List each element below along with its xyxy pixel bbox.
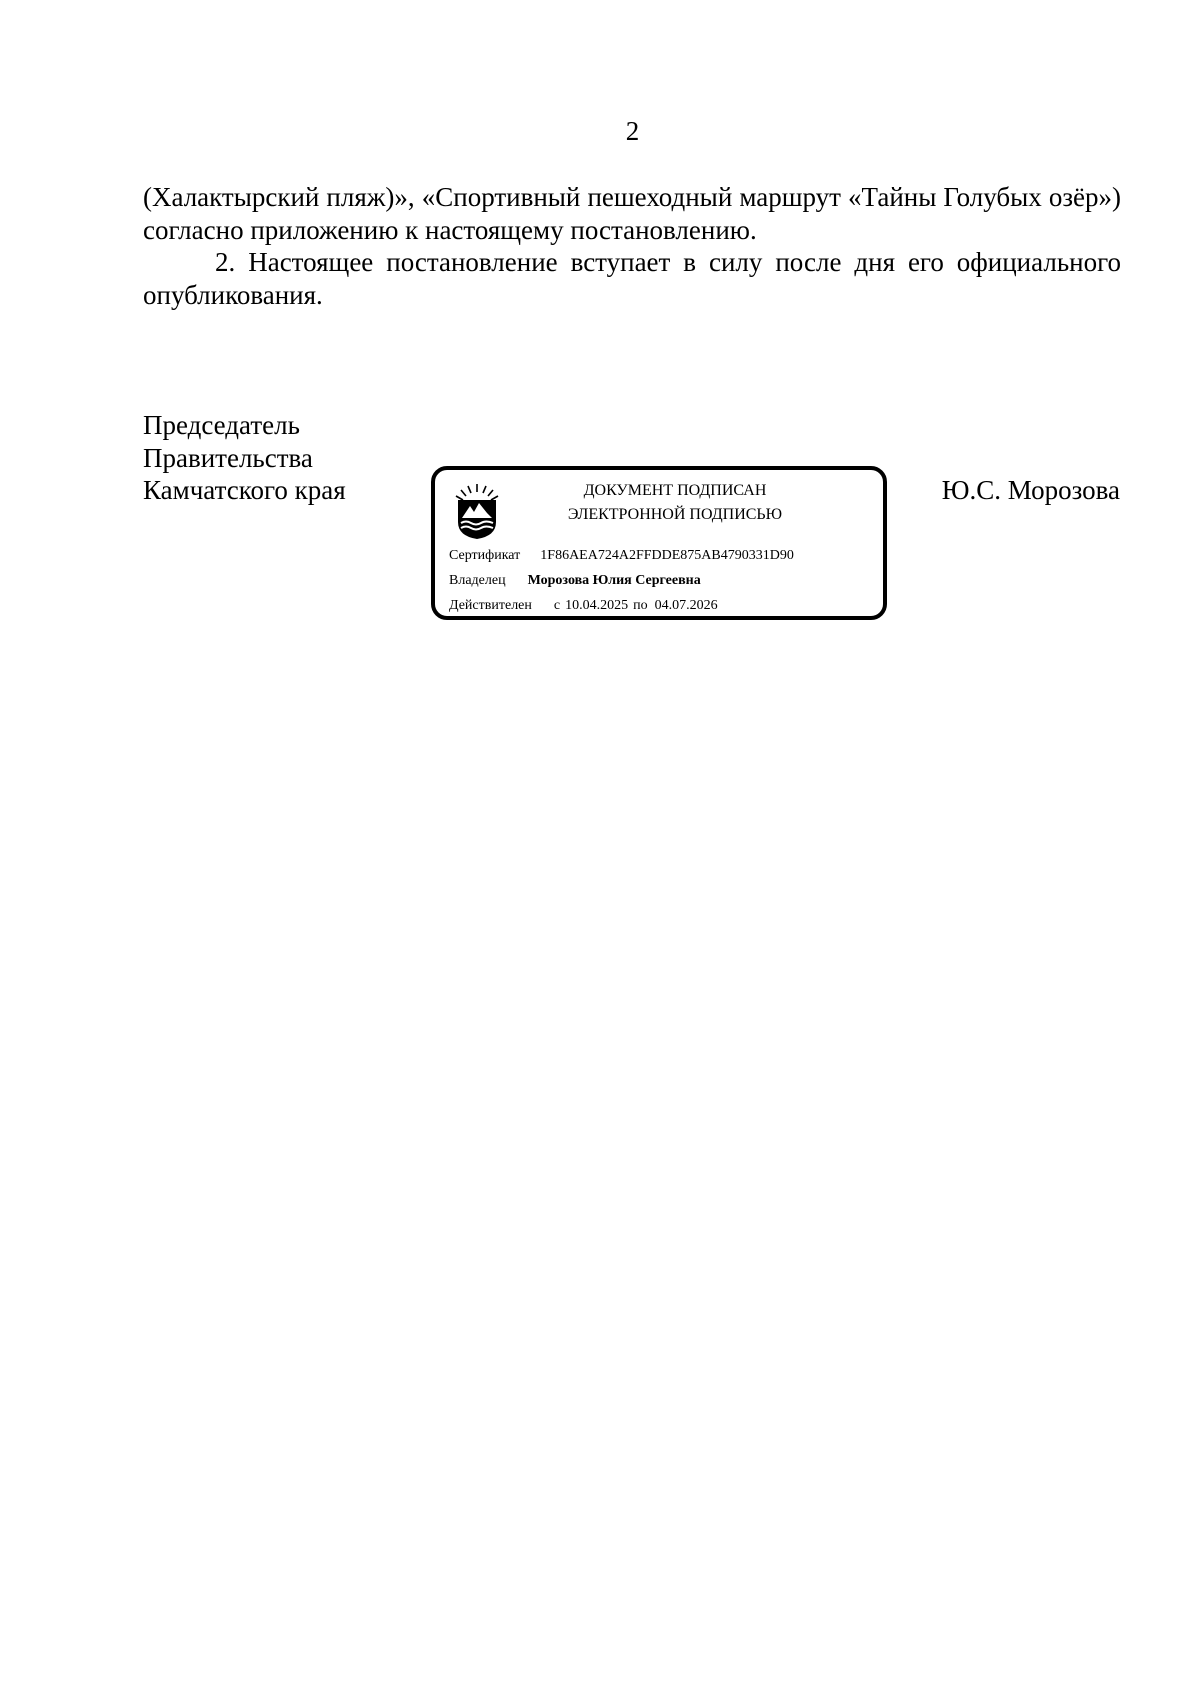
certificate-label: Сертификат (449, 548, 521, 563)
electronic-signature-stamp (431, 466, 887, 620)
certificate-value: 1F86AEA724A2FFDDE875AB4790331D90 (540, 548, 794, 563)
signer-name: Ю.С. Морозова (941, 475, 1120, 505)
valid-to-date: 04.07.2026 (654, 598, 718, 613)
valid-from-date: 10.04.2025 (565, 598, 629, 613)
paragraph-2: 2. Настоящее постановление вступает в силу после дня его официального опубликования. (143, 247, 1121, 310)
owner-value: Морозова Юлия Сергеевна (527, 573, 701, 588)
valid-from-prefix: с (553, 598, 561, 613)
stamp-owner-row (449, 571, 701, 591)
stamp-validity-row (449, 596, 718, 616)
stamp-certificate-row (449, 546, 794, 566)
valid-to-prefix: по (633, 598, 648, 613)
kamchatka-coat-of-arms-icon (452, 482, 502, 540)
document-body (143, 181, 1121, 311)
stamp-heading-line-1: ДОКУМЕНТ ПОДПИСАН (583, 482, 767, 499)
paragraph-continuation: (Халактырский пляж)», «Спортивный пешеходный маршрут «Тайны Голубых озёр») согласно приложению к настоящему постановлению. (143, 182, 1121, 245)
signer-position-line-1: Председатель (143, 410, 300, 440)
validity-label: Действителен (449, 598, 532, 613)
page-number: 2 (625, 116, 640, 146)
signer-position (143, 409, 346, 507)
owner-label: Владелец (449, 573, 506, 588)
signer-position-line-3: Камчатского края (143, 475, 346, 505)
stamp-heading-line-2: ЭЛЕКТРОННОЙ ПОДПИСЬЮ (567, 506, 783, 523)
signer-position-line-2: Правительства (143, 442, 313, 473)
